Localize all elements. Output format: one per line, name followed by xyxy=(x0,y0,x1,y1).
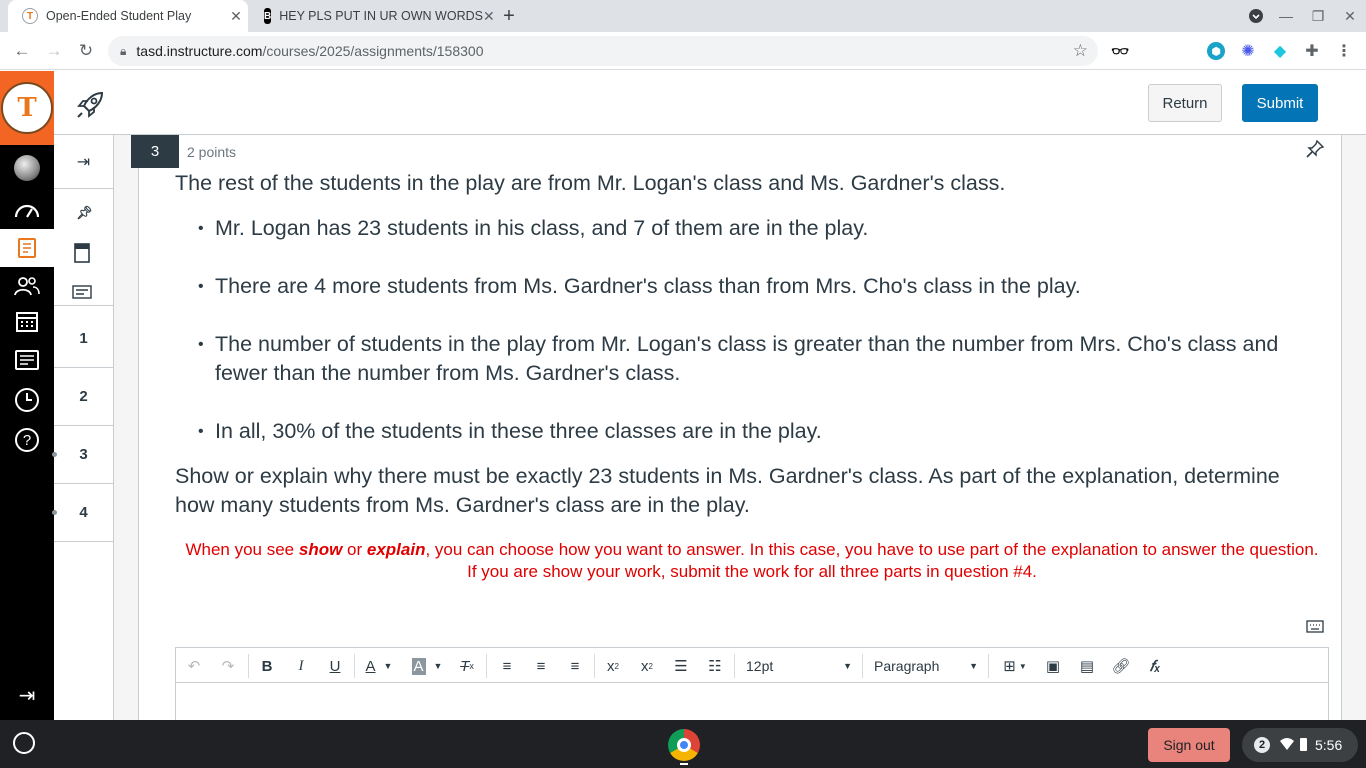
question-prompt: Show or explain why there must be exactly 23 students in Ms. Gardner's class. As part of the explanation, determine how many students from Ms. Gardner's class are in the play. xyxy=(175,464,1280,517)
back-arrow-icon[interactable]: ← xyxy=(13,41,31,60)
question-nav-2[interactable]: 2 xyxy=(54,368,113,426)
school-logo[interactable] xyxy=(0,71,54,145)
close-tab-icon[interactable]: ✕ xyxy=(230,7,242,24)
question-nav-1[interactable]: 1 xyxy=(54,310,113,368)
bullet-list-icon[interactable]: ☰ xyxy=(674,658,688,675)
question-nav-3[interactable] xyxy=(54,426,113,484)
expand-nav-icon[interactable]: ⇥ xyxy=(18,684,36,707)
question-bullet: • There are 4 more students from Ms. Gardner's class than from Mrs. Cho's class in the play. xyxy=(215,272,1325,301)
minimize-window-icon[interactable]: — xyxy=(1279,8,1293,24)
battery-icon xyxy=(1300,737,1307,754)
clock-time: 5:56 xyxy=(1315,737,1343,753)
lock-icon: 🔒︎ xyxy=(120,43,127,58)
toolbar-divider xyxy=(248,654,249,678)
instruction-note-line2: If you are show your work, submit the work for all three parts in question #4. xyxy=(467,562,1037,581)
subscript-icon[interactable]: x 2 xyxy=(641,657,653,675)
help-icon[interactable] xyxy=(0,421,54,459)
new-tab-button[interactable]: + xyxy=(503,4,515,27)
hex-extension-icon[interactable]: ⬢ xyxy=(1207,42,1225,60)
global-navigation xyxy=(0,71,54,720)
restore-window-icon[interactable]: ❐ xyxy=(1311,7,1325,24)
extensions-puzzle-icon[interactable]: ✚ xyxy=(1303,42,1321,60)
running-indicator xyxy=(680,763,688,765)
question-bullet: • Mr. Logan has 23 students in his class, and 7 of them are in the play. xyxy=(215,214,1325,243)
align-right-icon[interactable]: ≡ xyxy=(570,657,580,675)
reload-icon[interactable]: ↻ xyxy=(78,41,94,60)
text-color-icon[interactable]: A ▼ xyxy=(365,657,393,675)
chevron-down-icon: ▼ xyxy=(969,661,978,671)
numbered-list-icon[interactable]: ☷ xyxy=(708,658,722,675)
browser-menu-icon[interactable]: ⋮ xyxy=(1336,43,1352,60)
os-shelf xyxy=(0,720,1366,768)
equation-icon[interactable]: 𝑓ₓ xyxy=(1149,657,1161,675)
superscript-icon[interactable]: x 2 xyxy=(607,657,619,675)
instruction-note xyxy=(175,539,1329,583)
question-points: 2 points xyxy=(187,144,237,160)
question-nav-3-label: 3 xyxy=(79,446,88,463)
align-left-icon[interactable]: ≡ xyxy=(502,657,512,675)
pinned-icon[interactable]: 📌︎ xyxy=(76,205,93,220)
undo-icon[interactable]: ↶ xyxy=(187,658,201,675)
bookmark-star-icon[interactable]: ☆ xyxy=(1072,41,1088,60)
answered-indicator xyxy=(52,510,57,515)
question-number: 3 xyxy=(131,135,179,168)
url-host: tasd.instructure.com xyxy=(136,43,263,59)
block-format-select[interactable] xyxy=(874,656,978,676)
launcher-icon[interactable] xyxy=(13,732,35,754)
history-clock-icon[interactable] xyxy=(0,381,54,419)
forward-arrow-icon[interactable]: → xyxy=(45,41,63,60)
inbox-icon[interactable] xyxy=(0,341,54,379)
toolbar-divider xyxy=(988,654,989,678)
avatar xyxy=(14,155,40,181)
question-intro: The rest of the students in the play are from Mr. Logan's class and Ms. Gardner's class. xyxy=(175,171,1006,195)
redo-icon[interactable]: ↷ xyxy=(221,658,235,675)
answer-editor xyxy=(175,647,1329,727)
answered-indicator xyxy=(52,452,57,457)
bold-icon[interactable]: B xyxy=(261,657,273,675)
note-emphasis-explain: explain xyxy=(366,540,426,559)
notification-count: 2 xyxy=(1254,737,1270,753)
align-center-icon[interactable]: ≡ xyxy=(536,657,546,675)
image-icon[interactable]: ▣ xyxy=(1045,658,1061,675)
calendar-icon[interactable] xyxy=(0,302,54,340)
groups-icon[interactable] xyxy=(0,267,54,305)
burst-extension-icon[interactable]: ✺ xyxy=(1239,42,1257,60)
font-size-select[interactable] xyxy=(746,656,852,676)
rocket-icon xyxy=(76,89,106,124)
background-color-icon[interactable]: A ▼ xyxy=(413,657,443,675)
svg-text:?: ? xyxy=(22,432,32,449)
instruction-note-line1 xyxy=(175,539,1329,561)
brainly-favicon-icon: B xyxy=(264,8,271,24)
notes-icon[interactable] xyxy=(72,285,92,303)
browser-tab-inactive[interactable] xyxy=(250,0,495,32)
browser-toolbar xyxy=(0,32,1366,70)
address-bar[interactable] xyxy=(108,36,1098,66)
tab-search-icon[interactable] xyxy=(1240,0,1272,32)
spy-extension-icon[interactable]: 👓︎ xyxy=(1111,42,1129,59)
chevron-down-icon: ▼ xyxy=(843,661,852,671)
editor-toolbar xyxy=(176,648,1328,683)
calculator-icon[interactable] xyxy=(74,243,90,267)
canvas-favicon-icon: T xyxy=(22,8,38,24)
r-extension-icon[interactable]: R xyxy=(1180,45,1188,57)
table-icon[interactable]: ⊞ ▼ xyxy=(1003,658,1027,675)
school-logo-emblem: T xyxy=(1,82,53,134)
sign-out-button[interactable]: Sign out xyxy=(1148,728,1230,762)
question-bullet: • The number of students in the play from Mr. Logan's class is greater than the number from Mrs. Cho's class and fewer than the number from Ms. Gardner's class. xyxy=(215,330,1325,388)
tab-title: HEY PLS PUT IN UR OWN WORDS xyxy=(279,9,483,23)
link-icon[interactable]: 🔗︎ xyxy=(1111,658,1131,675)
note-emphasis-show: show xyxy=(298,540,343,559)
question-nav-4[interactable] xyxy=(54,484,113,542)
note-text: , you can choose how you want to answer. In this case, you have to use part of the explanation to answer the question. xyxy=(425,540,1319,559)
font-size-value: 12pt xyxy=(746,658,774,674)
url-path: /courses/2025/assignments/158300 xyxy=(262,43,484,59)
question-navigation xyxy=(54,135,114,720)
diamond-extension-icon[interactable]: ◆ xyxy=(1271,42,1289,60)
question-nav-4-label: 4 xyxy=(79,504,88,521)
clear-formatting-icon[interactable]: T x xyxy=(460,657,474,675)
submit-button[interactable]: Submit xyxy=(1242,84,1318,122)
wifi-icon xyxy=(1280,738,1294,753)
tab-title: Open-Ended Student Play xyxy=(46,9,192,23)
toolbar-divider xyxy=(594,654,595,678)
toolbar-divider xyxy=(734,654,735,678)
italic-icon[interactable]: I xyxy=(298,657,304,674)
status-tray[interactable] xyxy=(1242,728,1358,762)
underline-icon[interactable]: U xyxy=(329,657,341,675)
collapse-question-nav-icon[interactable]: ⇥ xyxy=(54,135,113,189)
toolbar-divider xyxy=(862,654,863,678)
browser-tab-bar xyxy=(0,0,1366,32)
c-extension-icon[interactable]: C xyxy=(1148,45,1156,57)
dashboard-icon[interactable] xyxy=(0,191,54,229)
close-tab-icon[interactable]: ✕ xyxy=(482,7,495,24)
question-tools xyxy=(54,189,113,306)
toolbar-divider xyxy=(354,654,355,678)
block-format-value: Paragraph xyxy=(874,658,940,674)
note-text: or xyxy=(342,540,367,559)
note-text: When you see xyxy=(185,540,299,559)
return-button[interactable]: Return xyxy=(1148,84,1222,122)
keyboard-shortcuts-icon[interactable] xyxy=(1306,619,1324,636)
courses-icon[interactable] xyxy=(0,229,54,267)
media-icon[interactable]: ▤ xyxy=(1079,658,1095,675)
browser-tab-active[interactable] xyxy=(8,0,248,32)
quiz-header xyxy=(54,71,1366,135)
question-bullet: • In all, 30% of the students in these three classes are in the play. xyxy=(215,417,1325,446)
account-avatar[interactable] xyxy=(0,149,54,187)
toolbar-divider xyxy=(486,654,487,678)
pin-question-icon[interactable] xyxy=(1306,140,1324,162)
chrome-app-icon[interactable] xyxy=(668,729,700,761)
close-window-icon[interactable]: ✕ xyxy=(1344,7,1356,24)
